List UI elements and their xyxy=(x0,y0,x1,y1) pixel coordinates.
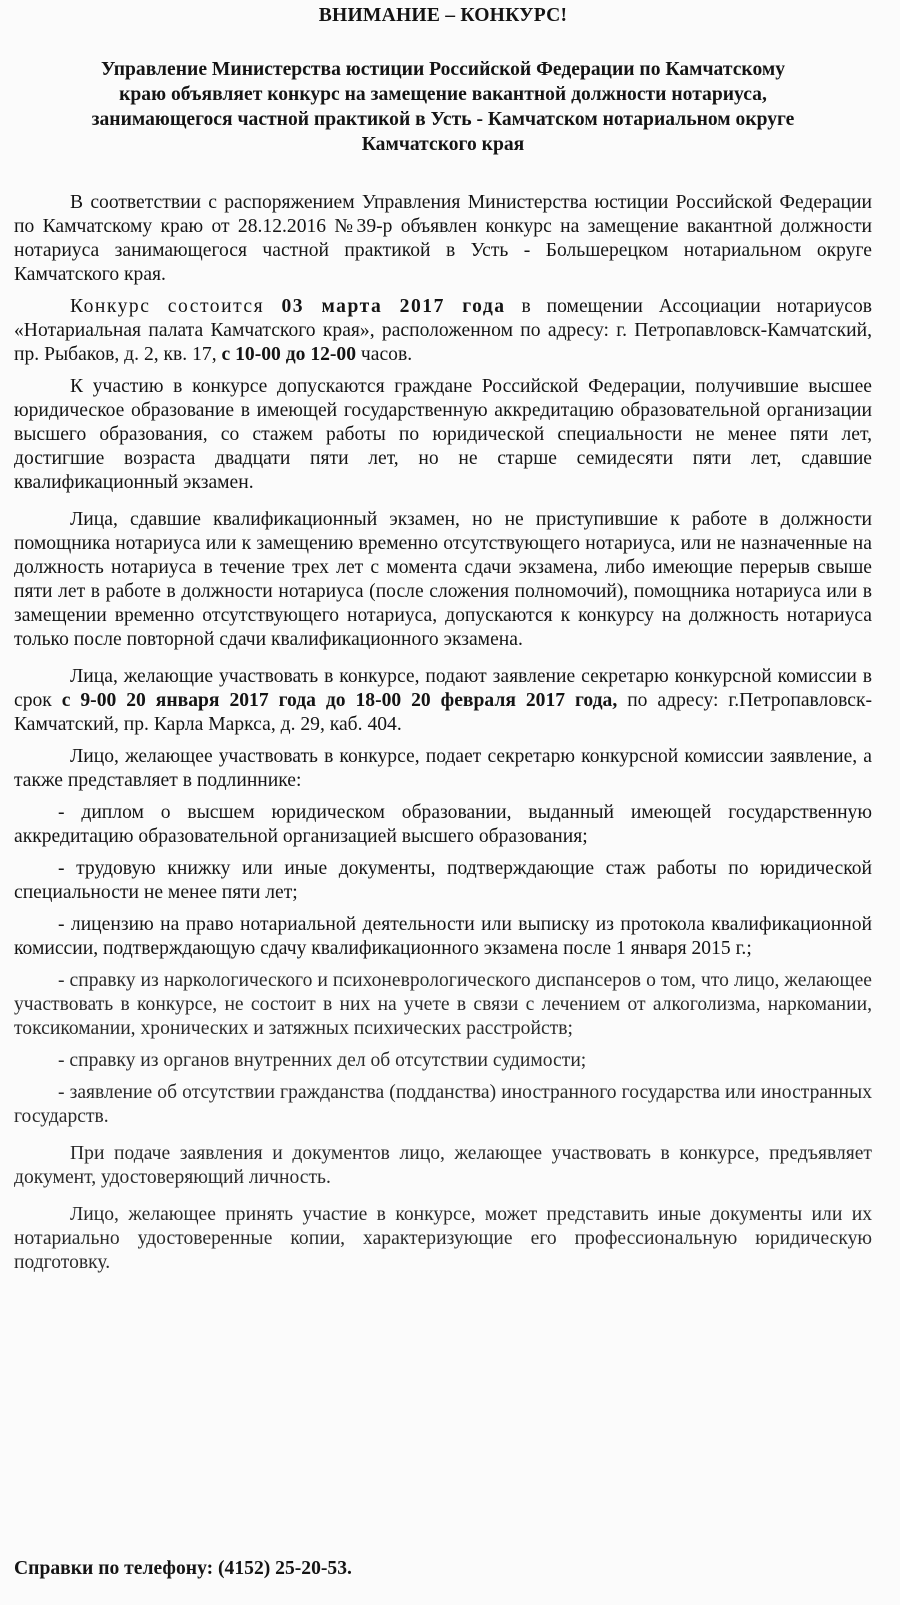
list-item: - справку из органов внутренних дел об отсутствии судимости; xyxy=(58,1050,587,1071)
list-item: - диплом о высшем юридическом образовании, выданный имеющей государственную аккредитацию образовательной организацией высшего образования; xyxy=(14,802,872,847)
paragraph-identity: При подаче заявления и документов лицо, желающее участвовать в конкурсе, предъявляет документ, удостоверяющий личность. xyxy=(14,1143,872,1188)
paragraph-text: часов. xyxy=(356,344,413,365)
paragraph-text: Лица, желающие участвовать в конкурсе, подают заявление секретарю конкурсной комиссии в срок xyxy=(14,666,872,711)
list-item: - лицензию на право нотариальной деятельности или выписку из протокола квалификационной комиссии, подтверждающую сдачу квалификационного экзамена после 1 января 2015 г.; xyxy=(14,914,872,959)
paragraph-application-period xyxy=(14,665,872,737)
list-item: - справку из наркологического и психоневрологического диспансеров о том, что лицо, желающее участвовать в конкурсе, не состоит в них на учете в связи с лечением от алкоголизма, наркомании, токсикомании, хронических и затяжных психических расстройств; xyxy=(14,970,872,1039)
subtitle-line: краю объявляет конкурс на замещение вакантной должности нотариуса, xyxy=(119,84,767,105)
announcement-subtitle xyxy=(14,57,872,157)
contact-phone: Справки по телефону: (4152) 25-20-53. xyxy=(14,1558,352,1579)
page-title: ВНИМАНИЕ – КОНКУРС! xyxy=(318,5,568,26)
paragraph-text: Конкурс состоится xyxy=(70,296,282,317)
paragraph-documents-intro: Лицо, желающее участвовать в конкурсе, подает секретарю конкурсной комиссии заявление, а также представляет в подлиннике: xyxy=(14,746,872,791)
paragraph-order: В соответствии с распоряжением Управления Министерства юстиции Российской Федерации по Камчатскому краю от 28.12.2016 №39-р объявлен конкурс на замещение вакантной должности нотариуса занимающегося частной практикой в Усть - Большерецком нотариальном округе Камчатского края. xyxy=(14,192,872,285)
list-item: - заявление об отсутствии гражданства (подданства) иностранного государства или иностранных государств. xyxy=(14,1082,872,1127)
paragraph-reexam: Лица, сдавшие квалификационный экзамен, но не приступившие к работе в должности помощника нотариуса или к замещению временно отсутствующего нотариуса, или не назначенные на должность нотариуса в течение трех лет с момента сдачи экзамена, либо имеющие перерыв свыше пяти лет в работе в должности нотариуса (после сложения полномочий), помощника нотариуса или в замещении временно отсутствующего нотариуса, допускаются к конкурсу на должность нотариуса только после повторной сдачи квалификационного экзамена. xyxy=(14,509,872,650)
paragraph-text: по адресу: г.Петропавловск-Камчатский, пр. Карла Маркса, д. 29, каб. 404. xyxy=(14,690,873,735)
contest-date: 03 марта 2017 года xyxy=(281,296,506,317)
subtitle-line: Камчатского края xyxy=(361,134,525,155)
paragraph-extra-documents: Лицо, желающее принять участие в конкурсе, может представить иные документы или их нотариально удостоверенные копии, характеризующие его профессиональную юридическую подготовку. xyxy=(14,1204,872,1273)
paragraph-eligibility: К участию в конкурсе допускаются граждане Российской Федерации, получившие высшее юридическое образование в имеющей государственную аккредитацию образовательной организации высшего образования, со стажем работы по юридической специальности не менее пяти лет, достигшие возраста двадцати пяти лет, но не старше семидесяти пяти лет, сдавшие квалификационный экзамен. xyxy=(14,376,872,493)
application-period: с 9-00 20 января 2017 года до 18-00 20 февраля 2017 года, xyxy=(61,690,618,711)
paragraph-date-place xyxy=(14,295,872,367)
contest-time: с 10-00 до 12-00 xyxy=(221,344,357,365)
list-item: - трудовую книжку или иные документы, подтверждающие стаж работы по юридической специальности не менее пяти лет; xyxy=(14,858,872,903)
paragraph-text: в помещении Ассоциации нотариусов «Нотариальная палата Камчатского края», расположенном по адресу: г. Петропавловск-Камчатский, пр. Рыбаков, д. 2, кв. 17, xyxy=(14,296,873,365)
subtitle-line: занимающегося частной практикой в Усть - Камчатском нотариальном округе xyxy=(91,109,795,130)
subtitle-line: Управление Министерства юстиции Российской Федерации по Камчатскому xyxy=(100,59,786,80)
document-body xyxy=(14,191,872,1275)
